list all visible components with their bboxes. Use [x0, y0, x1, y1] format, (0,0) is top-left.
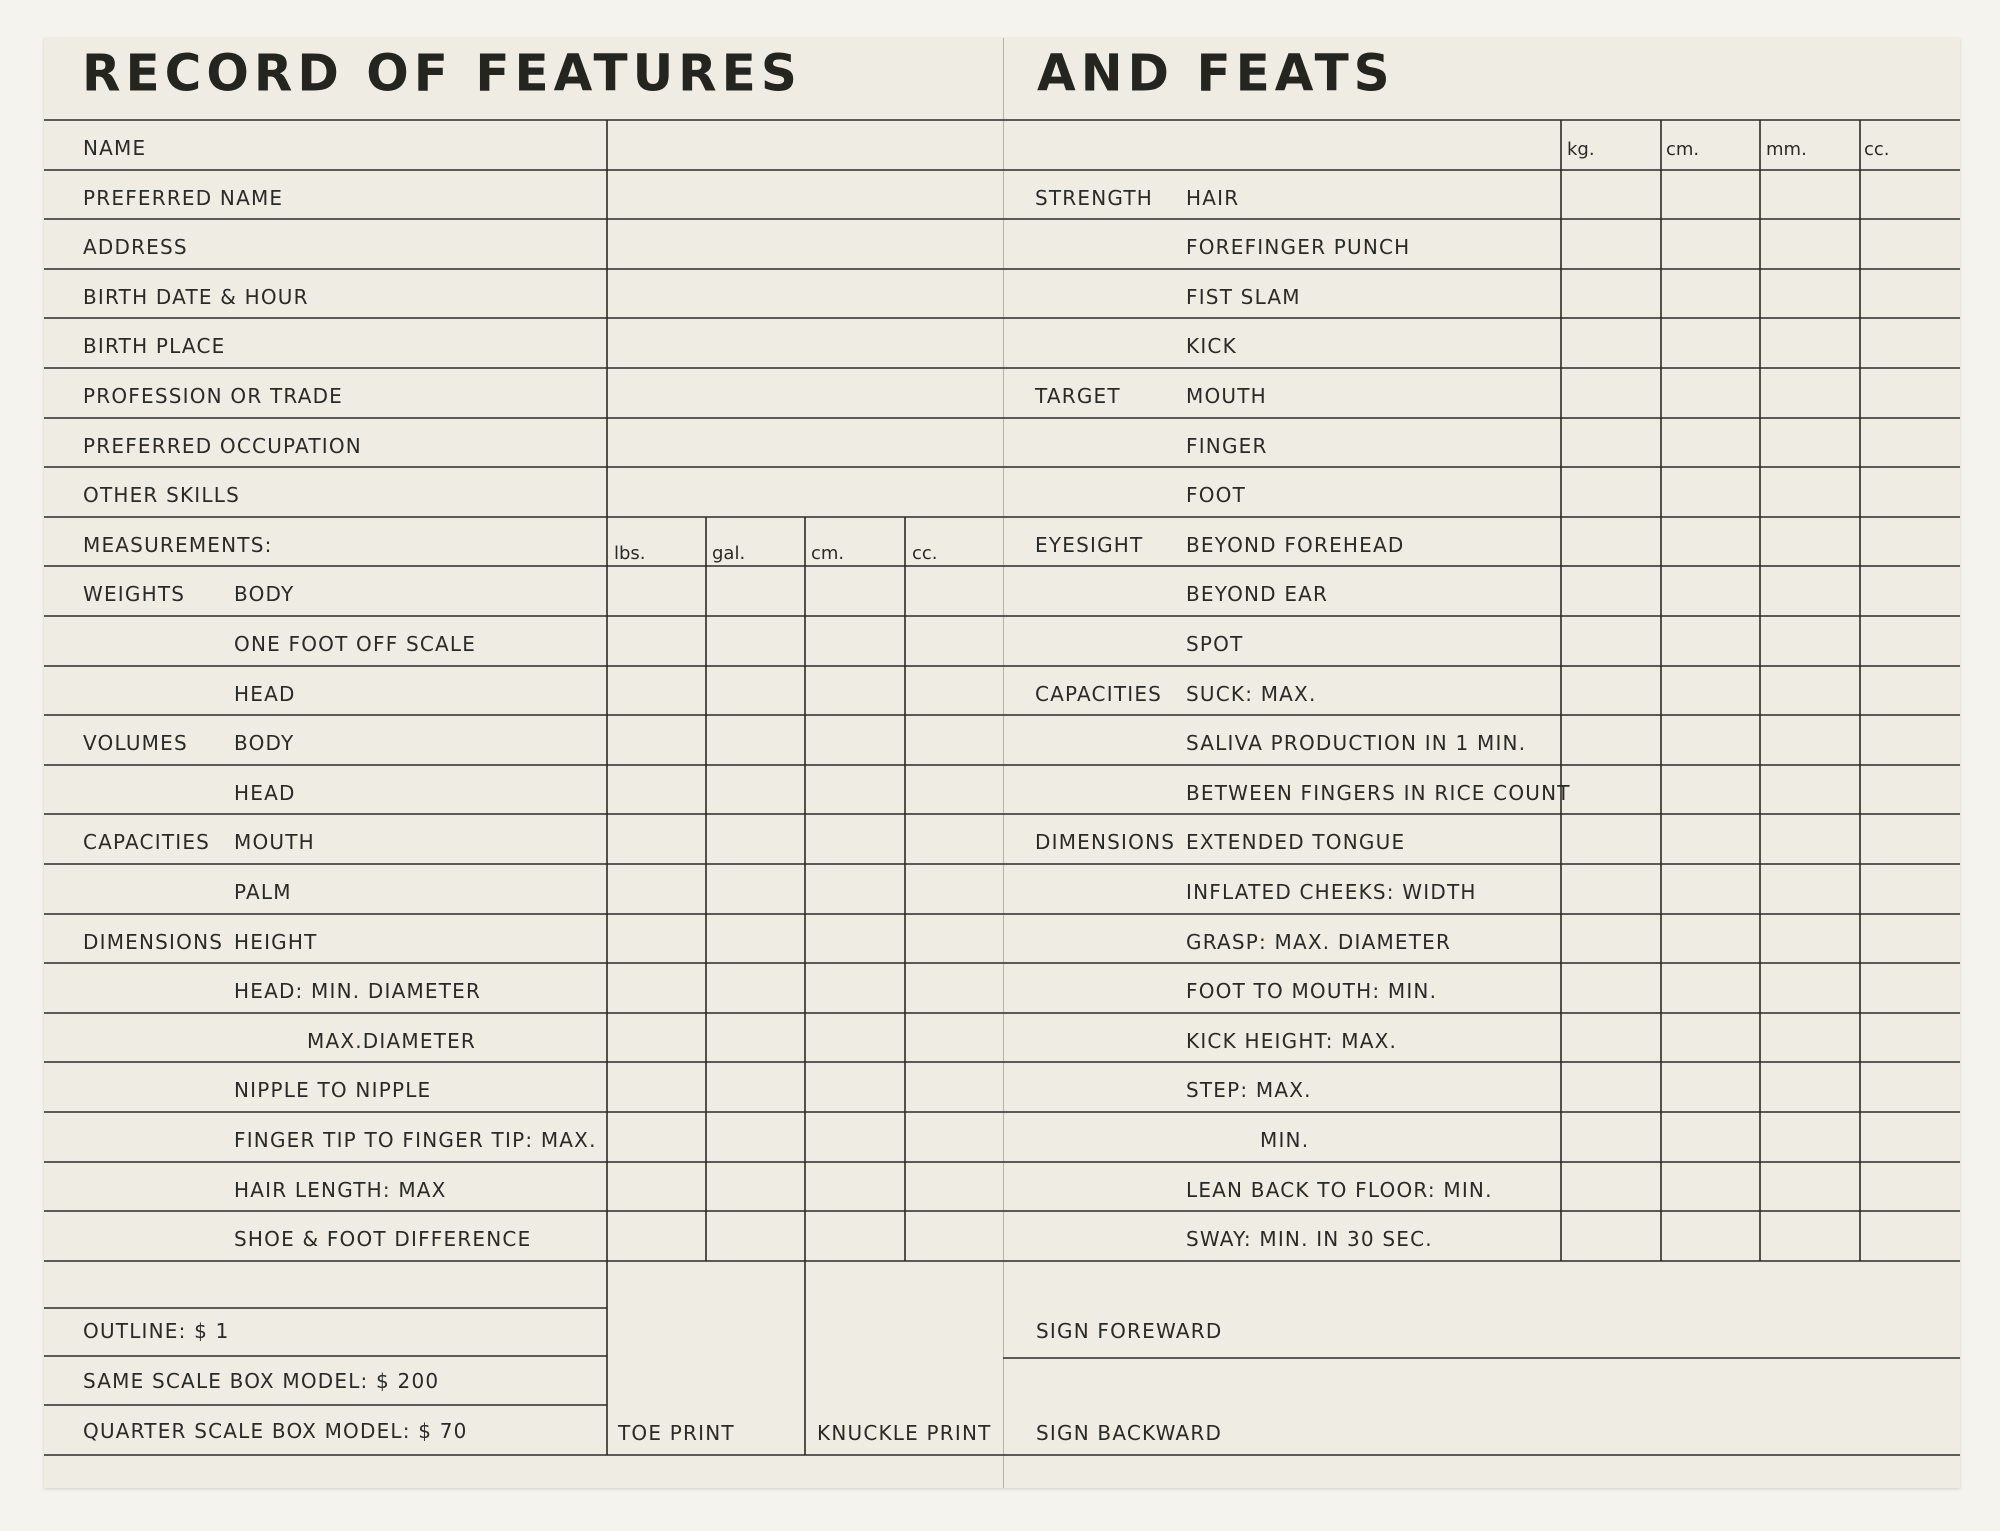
price-label: QUARTER SCALE BOX MODEL: $ 70	[83, 1419, 468, 1443]
left-row-label: ONE FOOT OFF SCALE	[234, 632, 477, 656]
left-row-label: BODY	[234, 582, 295, 606]
left-row-label: HEIGHT	[234, 930, 318, 954]
left-row-label: BIRTH DATE & HOUR	[83, 285, 309, 309]
left-unit-header: cc.	[912, 543, 938, 564]
left-unit-header: lbs.	[614, 543, 646, 564]
right-row-label: SPOT	[1186, 632, 1244, 656]
left-unit-header: gal.	[712, 543, 746, 564]
right-row-label: MIN.	[1260, 1128, 1310, 1152]
right-row-label: FIST SLAM	[1186, 285, 1301, 309]
right-row-label: KICK	[1186, 334, 1237, 358]
sign-backward-label: SIGN BACKWARD	[1036, 1421, 1223, 1445]
right-row-label: EXTENDED TONGUE	[1186, 830, 1406, 854]
left-row-group: DIMENSIONS	[83, 930, 224, 954]
right-row-label: BEYOND FOREHEAD	[1186, 533, 1405, 557]
left-row-label: MOUTH	[234, 830, 315, 854]
right-row-group: STRENGTH	[1035, 186, 1154, 210]
left-row-label: BODY	[234, 731, 295, 755]
left-row-label: PROFESSION OR TRADE	[83, 384, 344, 408]
right-row-label: INFLATED CHEEKS: WIDTH	[1186, 880, 1477, 904]
right-row-label: FOOT TO MOUTH: MIN.	[1186, 979, 1438, 1003]
left-row-label: PREFERRED OCCUPATION	[83, 434, 362, 458]
right-unit-header: cm.	[1666, 139, 1700, 160]
right-row-label: GRASP: MAX. DIAMETER	[1186, 930, 1452, 954]
right-row-label: KICK HEIGHT: MAX.	[1186, 1029, 1398, 1053]
right-row-label: SWAY: MIN. IN 30 SEC.	[1186, 1227, 1433, 1251]
left-row-label: BIRTH PLACE	[83, 334, 226, 358]
right-row-label: BEYOND EAR	[1186, 582, 1329, 606]
right-row-label: FOREFINGER PUNCH	[1186, 235, 1411, 259]
right-row-label: FOOT	[1186, 483, 1247, 507]
toe-print-label: TOE PRINT	[618, 1421, 735, 1445]
right-row-label: LEAN BACK TO FLOOR: MIN.	[1186, 1178, 1493, 1202]
right-row-group: TARGET	[1035, 384, 1121, 408]
price-label: OUTLINE: $ 1	[83, 1319, 230, 1343]
right-unit-header: mm.	[1766, 139, 1807, 160]
left-row-label: HEAD: MIN. DIAMETER	[234, 979, 482, 1003]
left-row-label: HAIR LENGTH: MAX	[234, 1178, 447, 1202]
right-row-label: FINGER	[1186, 434, 1268, 458]
left-row-label: SHOE & FOOT DIFFERENCE	[234, 1227, 532, 1251]
left-row-label: ADDRESS	[83, 235, 188, 259]
left-row-label: MEASUREMENTS:	[83, 533, 273, 557]
right-row-group: DIMENSIONS	[1035, 830, 1176, 854]
title-left: RECORD OF FEATURES	[82, 43, 802, 103]
right-row-group: EYESIGHT	[1035, 533, 1144, 557]
right-row-group: CAPACITIES	[1035, 682, 1163, 706]
left-row-label: FINGER TIP TO FINGER TIP: MAX.	[234, 1128, 597, 1152]
right-unit-header: cc.	[1864, 139, 1890, 160]
left-row-group: WEIGHTS	[83, 582, 186, 606]
left-unit-header: cm.	[811, 543, 845, 564]
left-row-label: NAME	[83, 136, 147, 160]
left-row-label: PALM	[234, 880, 292, 904]
right-row-label: HAIR	[1186, 186, 1240, 210]
left-row-group: VOLUMES	[83, 731, 188, 755]
right-row-label: MOUTH	[1186, 384, 1267, 408]
left-row-label: HEAD	[234, 682, 296, 706]
title-right: AND FEATS	[1037, 43, 1395, 103]
sign-foreward-label: SIGN FOREWARD	[1036, 1319, 1223, 1343]
left-row-group: CAPACITIES	[83, 830, 211, 854]
left-row-label: NIPPLE TO NIPPLE	[234, 1078, 432, 1102]
right-row-label: SUCK: MAX.	[1186, 682, 1317, 706]
right-unit-header: kg.	[1567, 139, 1595, 160]
right-row-label: BETWEEN FINGERS IN RICE COUNT	[1186, 781, 1571, 805]
left-row-label: HEAD	[234, 781, 296, 805]
knuckle-print-label: KNUCKLE PRINT	[817, 1421, 992, 1445]
right-row-label: STEP: MAX.	[1186, 1078, 1312, 1102]
left-row-label: PREFERRED NAME	[83, 186, 284, 210]
price-label: SAME SCALE BOX MODEL: $ 200	[83, 1369, 440, 1393]
left-row-label: OTHER SKILLS	[83, 483, 240, 507]
right-row-label: SALIVA PRODUCTION IN 1 MIN.	[1186, 731, 1527, 755]
left-row-label: MAX.DIAMETER	[307, 1029, 477, 1053]
